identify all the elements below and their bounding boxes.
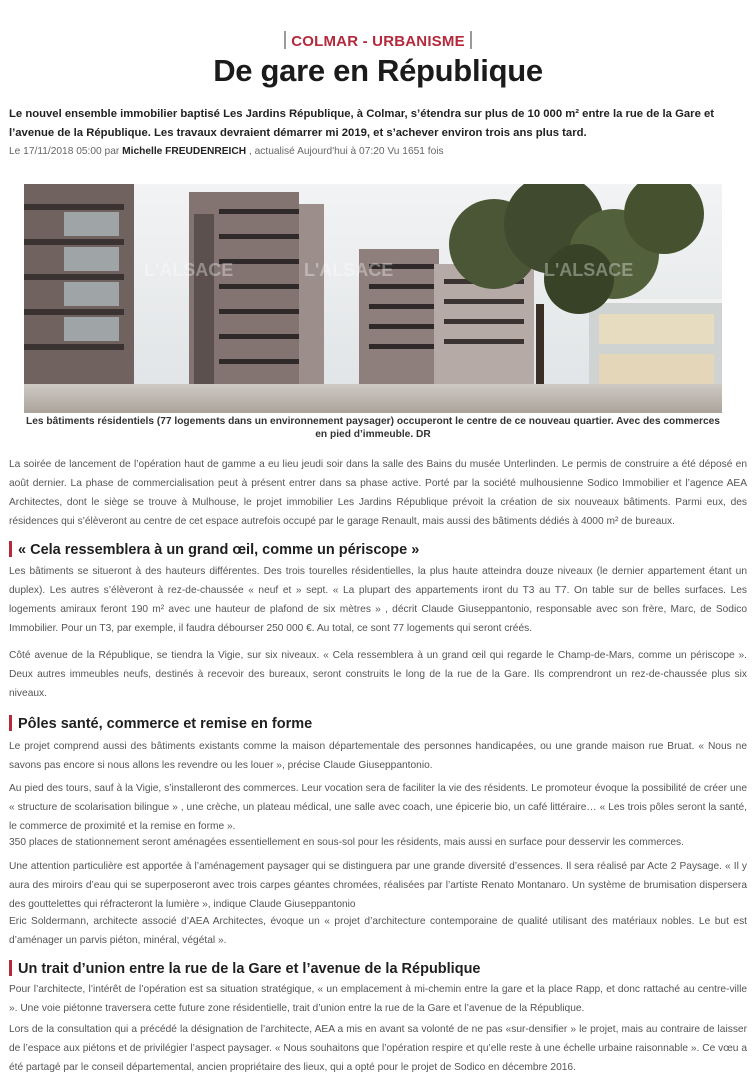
kicker-divider-left xyxy=(284,31,286,49)
paragraph-strategic-location: Pour l’architecte, l’intérêt de l’opération est sa situation stratégique, « un emplacement à mi-chemin entre la gare et la place Rapp, et donc rattaché au centre-ville ». Une voie piétonne traversera cette future zone résidentielle, trait d’union entre la rue de la Gare et l’avenue de la République. xyxy=(9,984,747,1014)
building-center-tower xyxy=(189,192,324,413)
section-heading-periscope xyxy=(9,540,747,560)
kicker-divider-right xyxy=(470,31,472,49)
paragraph-landscape: Une attention particulière est apportée à l’aménagement paysager qui se distinguera par une grande diversité d’essences. Il sera réalisé par Acte 2 Paysage. « Il y aura des miroirs d’eau qui se superposeront avec trois carpes géantes chromées, réalisées par l’artiste Renato Montanaro. Un système de brumisation dispersera des gouttelettes qui réfracteront la lumière », indique Claude Giuseppantonio xyxy=(9,861,747,910)
heading-marker xyxy=(9,960,12,976)
article-kicker[interactable] xyxy=(0,31,756,50)
article-photo[interactable] xyxy=(24,184,722,413)
paragraph-architect: Eric Soldermann, architecte associé d’AEA Architectes, évoque un « projet d’architecture contemporaine de qualité utilisant des matériaux nobles. Le but est d’aménager un parvis piéton, minéral, végétal ». xyxy=(9,916,747,946)
heading-marker xyxy=(9,715,12,731)
building-left xyxy=(24,184,134,413)
heading-text: Un trait d’union entre la rue de la Gare et l’avenue de la République xyxy=(18,961,481,977)
paragraph-shops: Au pied des tours, sauf à la Vigie, s’installeront des commerces. Leur vocation sera de faciliter la vie des résidents. Le promoteur évoque la possibilité de créer une « structure de scolarisation bilingue » , une crèche, un plateau médical, une salle avec coach, une épicerie bio, un café littéraire… « Les trois pôles seront la santé, le commerce de proximité et la remise en forme ». xyxy=(9,783,747,832)
section-heading-poles xyxy=(9,714,747,734)
heading-text: « Cela ressemblera à un grand œil, comme un périscope » xyxy=(18,542,420,558)
paragraph-consultation: Lors de la consultation qui a précédé la désignation de l’architecte, AEA a mis en avant sa volonté de ne pas «sur-densifier » le projet, mais au contraire de laisser de l’espace aux piétons et de privilégier l’aspect paysager. « Nous souhaitons que l’opération respire et qu’elle reste à une échelle urbaine raisonnable ». Ce vœu a été partagé par le conseil départemental, ancien propriétaire des lieux, qui a opté pour le projet de Sodico en décembre 2016. xyxy=(9,1024,747,1073)
paragraph-parking: 350 places de stationnement seront aménagées essentiellement en sous-sol pour les résidents, mais aussi en surface pour desservir les commerces. xyxy=(9,837,684,848)
section-heading-trait-union xyxy=(9,959,747,979)
heading-marker xyxy=(9,541,12,557)
article-meta xyxy=(9,146,747,157)
watermark-left: L'ALSACE xyxy=(144,260,234,280)
paragraph-intro: La soirée de lancement de l’opération haut de gamme a eu lieu jeudi soir dans la salle des Bains du musée Unterlinden. Le permis de construire a été déposé en août dernier. La phase de commercialisation peut à présent entrer dans sa phase active. Porté par la société mulhousienne Sodico Immobilier et l’agence AEA Architectes, dont le siège se trouve à Mulhouse, le projet immobilier Les Jardins République prévoit la création de six nouveaux bâtiments. Parmi eux, des résidences qui s’élèveront au centre de cet espace autrefois occupé par le garage Renault, mais aussi des bâtiments dédiés à 4000 m² de bureaux. xyxy=(9,459,747,527)
watermark-right: L'ALSACE xyxy=(544,260,634,280)
watermark-center: L'ALSACE xyxy=(304,260,394,280)
paragraph-vigie: Côté avenue de la République, se tiendra la Vigie, sur six niveaux. « Cela ressemblera à un grand œil qui regarde le Champ-de-Mars, comme un périscope ». Deux autres immeubles neufs, destinés à recevoir des bureaux, seront construits le long de la rue de la Gare. Ils comprendront un rez-de-chaussée plus six niveaux. xyxy=(9,650,747,699)
meta-updated: , actualisé Aujourd'hui à 07:20 Vu 1651 fois xyxy=(248,146,444,157)
article-title: De gare en République xyxy=(213,53,543,88)
heading-text: Pôles santé, commerce et remise en forme xyxy=(18,716,313,732)
meta-author-link[interactable]: Michelle FREUDENREICH xyxy=(122,146,247,157)
paragraph-heights: Les bâtiments se situeront à des hauteurs différentes. Des trois tourelles résidentielles, la plus haute atteindra douze niveaux (le dernier appartement étant un duplex). Les autres s’élèveront à rez-de-chaussée « neuf et » sept. « La plupart des appartements iront du T3 au T7. On table sur de belles surfaces. Les logements amiraux feront 190 m² avec une hauteur de plafond de six mètres » , décrit Claude Giuseppantonio, responsable avec son frère, Marc, de Sodico Immobilier. Pour un T3, par exemple, il faudra débourser 250 000 €. Au total, ce sont 77 logements qui seront créés. xyxy=(9,566,747,634)
article-lead: Le nouvel ensemble immobilier baptisé Les Jardins République, à Colmar, s’étendra sur plus de 10 000 m² entre la rue de la Gare et l’avenue de la République. Les travaux devraient démarrer mi 2019, et s’achever environ trois ans plus tard. xyxy=(9,108,715,139)
paragraph-existing-buildings: Le projet comprend aussi des bâtiments existants comme la maison départementale des personnes handicapées, ou une grande maison rue Bruat. « Nous ne savons pas encore si nous allons les revendre ou les louer », précise Claude Giuseppantonio. xyxy=(9,741,747,771)
meta-date: Le 17/11/2018 05:00 par xyxy=(9,146,120,157)
kicker-label[interactable]: COLMAR - URBANISME xyxy=(291,33,465,50)
architectural-rendering xyxy=(24,184,722,413)
photo-caption: Les bâtiments résidentiels (77 logements dans un environnement paysager) occuperont le centre de ce nouveau quartier. Avec des commerces en pied d’immeuble. DR xyxy=(26,416,720,440)
ground xyxy=(24,384,722,413)
